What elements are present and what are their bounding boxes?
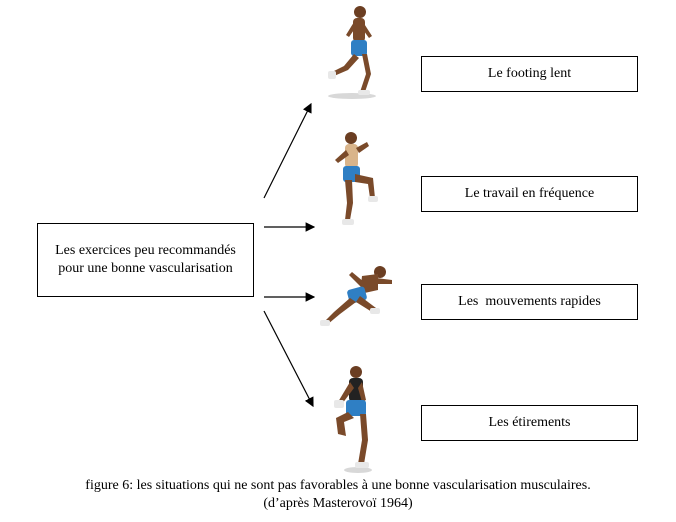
source-box bbox=[37, 223, 254, 297]
figure-source: (d’après Masterovoï 1964) bbox=[263, 496, 413, 511]
target-box-footing bbox=[421, 56, 638, 92]
target-box-etirements bbox=[421, 405, 638, 441]
target-box-frequence bbox=[421, 176, 638, 212]
sprint-figure bbox=[316, 262, 400, 334]
target-label: Les étirements bbox=[488, 415, 571, 430]
target-label: Le travail en fréquence bbox=[464, 186, 595, 201]
arrow-to-footing bbox=[264, 104, 311, 198]
target-box-rapides bbox=[421, 284, 638, 320]
slow-jogging-figure bbox=[322, 2, 382, 100]
target-label: Les mouvements rapides bbox=[458, 294, 601, 309]
source-label: Les exercices peu recommandés pour une bonne vascularisation bbox=[55, 243, 236, 276]
high-knee-figure bbox=[325, 128, 385, 230]
stretch-figure bbox=[322, 362, 382, 474]
target-label: Le footing lent bbox=[487, 66, 572, 81]
figure-caption: figure 6: les situations qui ne sont pas favorables à une bonne vascularisation musculaires. bbox=[85, 478, 591, 493]
arrow-to-etirements bbox=[264, 311, 313, 406]
